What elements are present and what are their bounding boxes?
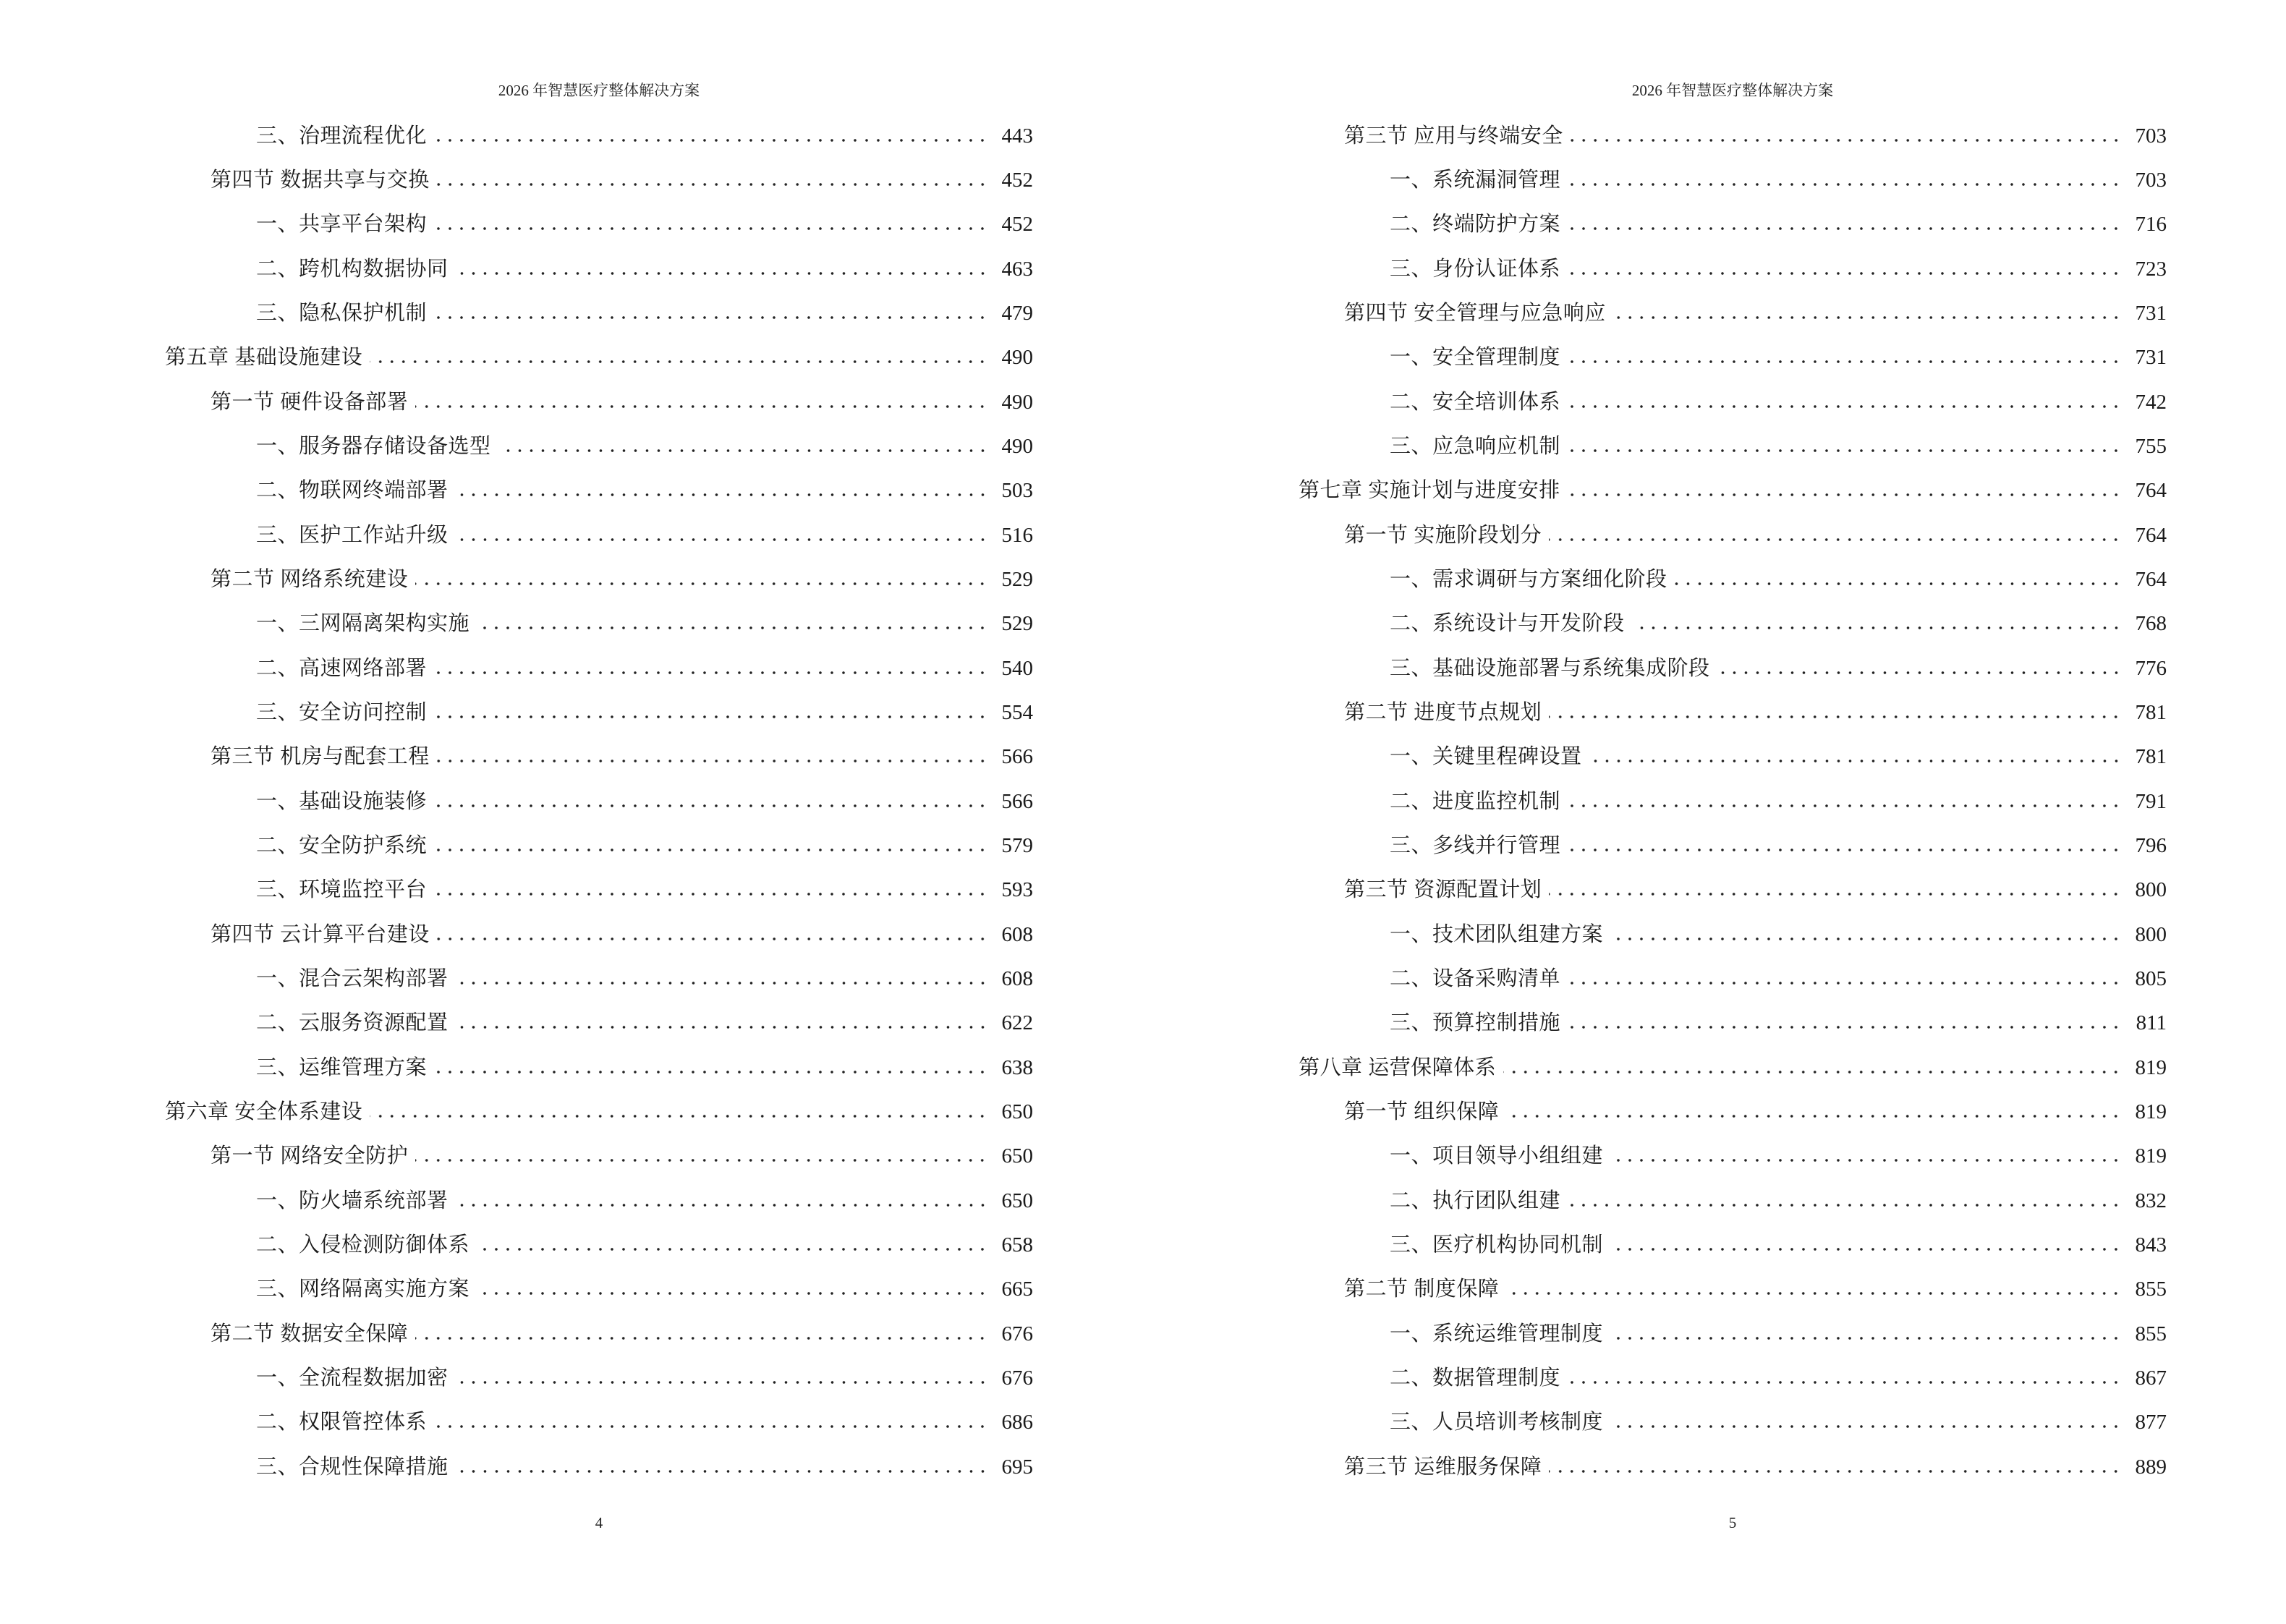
toc-entry-title: 第二节 制度保障 (1344, 1277, 1500, 1301)
toc-entry-title: 第五章 基础设施建设 (165, 346, 363, 370)
toc-entry-page-number: 593 (1001, 878, 1033, 902)
toc-entry-page-number: 832 (2135, 1189, 2167, 1212)
dot-leader (1568, 448, 2122, 453)
toc-entry-item[interactable] (165, 114, 1033, 158)
toc-entry-item[interactable] (165, 513, 1033, 557)
toc-entry-title: 第六章 安全体系建设 (165, 1100, 363, 1123)
toc-entry-page-number: 452 (1001, 168, 1033, 192)
dot-leader (1613, 315, 2122, 320)
toc-entry-title: 二、进度监控机制 (1390, 789, 1561, 813)
toc-entry-page-number: 764 (2135, 567, 2167, 591)
toc-entry-title: 二、云服务资源配置 (256, 1011, 449, 1035)
toc-entry-title: 第一节 组织保障 (1344, 1100, 1500, 1123)
dot-leader (1506, 1291, 2122, 1296)
toc-entry-page-number: 819 (2135, 1100, 2167, 1123)
toc-entry-title: 二、设备采购清单 (1390, 966, 1561, 990)
toc-entry-page-number: 723 (2135, 257, 2167, 281)
toc-entry-page-number: 540 (1001, 656, 1033, 680)
toc-entry-page-number: 755 (2135, 434, 2167, 458)
toc-entry-title: 第三节 资源配置计划 (1344, 878, 1542, 902)
toc-entry-item[interactable] (165, 291, 1033, 335)
dot-leader (1549, 715, 2122, 719)
toc-entry-title: 二、安全防护系统 (256, 833, 428, 857)
dot-leader (1503, 1070, 2122, 1074)
toc-entry-page-number: 877 (2135, 1411, 2167, 1434)
toc-entry-page-number: 608 (1001, 922, 1033, 946)
dot-leader (1549, 537, 2122, 542)
dot-leader (434, 804, 988, 808)
toc-entry-page-number: 742 (2135, 390, 2167, 414)
toc-entry-title: 三、安全访问控制 (256, 700, 428, 724)
toc-entry-title: 二、安全培训体系 (1390, 390, 1561, 414)
table-of-contents (165, 114, 1033, 1489)
toc-entry-title: 二、执行团队组建 (1390, 1189, 1561, 1212)
toc-entry-item[interactable] (165, 690, 1033, 734)
toc-entry-page-number: 776 (2135, 656, 2167, 680)
toc-entry-title: 一、混合云架构部署 (256, 966, 449, 990)
toc-entry-item[interactable] (165, 1356, 1033, 1400)
toc-entry-item[interactable] (1299, 823, 2167, 867)
toc-entry-title: 一、需求调研与方案细化阶段 (1390, 567, 1667, 591)
toc-entry-page-number: 658 (1001, 1233, 1033, 1257)
toc-entry-title: 一、共享平台架构 (256, 213, 428, 237)
toc-entry-page-number: 764 (2135, 523, 2167, 547)
toc-entry-title: 一、全流程数据加密 (256, 1366, 449, 1390)
dot-leader (1610, 1247, 2122, 1251)
toc-entry-page-number: 579 (1001, 833, 1033, 857)
toc-entry-title: 一、系统运维管理制度 (1390, 1322, 1604, 1345)
toc-entry-title: 二、入侵检测防御体系 (256, 1233, 470, 1257)
toc-entry-section[interactable] (1299, 690, 2167, 734)
dot-leader (434, 1070, 988, 1074)
dot-leader (434, 138, 988, 143)
toc-entry-section[interactable] (1299, 1445, 2167, 1489)
dot-leader (437, 182, 988, 187)
toc-entry-item[interactable] (1299, 1001, 2167, 1045)
toc-entry-item[interactable] (165, 868, 1033, 912)
dot-leader (1568, 848, 2122, 852)
toc-entry-page-number: 529 (1001, 612, 1033, 636)
toc-entry-item[interactable] (165, 1001, 1033, 1045)
dot-leader (1610, 1158, 2122, 1162)
right-page (1299, 0, 2167, 1624)
toc-entry-page-number: 529 (1001, 567, 1033, 591)
dot-leader (1549, 1469, 2122, 1474)
toc-entry-page-number: 622 (1001, 1011, 1033, 1035)
dot-leader (434, 1424, 988, 1429)
dot-leader (1632, 626, 2122, 630)
toc-entry-page-number: 503 (1001, 479, 1033, 503)
toc-entry-title: 三、医护工作站升级 (256, 523, 449, 547)
toc-entry-item[interactable] (165, 1267, 1033, 1311)
toc-entry-page-number: 703 (2135, 124, 2167, 148)
toc-entry-page-number: 665 (1001, 1277, 1033, 1301)
toc-entry-item[interactable] (165, 646, 1033, 690)
dot-leader (1568, 981, 2122, 985)
toc-entry-item[interactable] (165, 1400, 1033, 1445)
toc-entry-page-number: 490 (1001, 346, 1033, 370)
toc-entry-section[interactable] (1299, 1089, 2167, 1134)
dot-leader (456, 1469, 988, 1474)
toc-entry-page-number: 443 (1001, 124, 1033, 148)
dot-leader (415, 1336, 988, 1340)
toc-entry-item[interactable] (1299, 602, 2167, 646)
dot-leader (1568, 182, 2122, 187)
toc-entry-section[interactable] (165, 158, 1033, 202)
toc-entry-page-number: 650 (1001, 1144, 1033, 1168)
toc-entry-item[interactable] (1299, 1400, 2167, 1445)
dot-leader (434, 226, 988, 231)
dot-leader (1610, 937, 2122, 941)
toc-entry-item[interactable] (165, 956, 1033, 1000)
dot-leader (1568, 493, 2122, 497)
toc-entry-title: 一、技术团队组建方案 (1390, 922, 1604, 946)
dot-leader (1675, 582, 2122, 586)
toc-entry-section[interactable] (165, 380, 1033, 424)
dot-leader (437, 759, 988, 763)
toc-entry-page-number: 843 (2135, 1233, 2167, 1257)
toc-entry-title: 三、网络隔离实施方案 (256, 1277, 470, 1301)
toc-entry-title: 二、物联网终端部署 (256, 479, 449, 503)
toc-entry-item[interactable] (165, 469, 1033, 513)
page-number: 4 (595, 1514, 603, 1531)
toc-entry-section[interactable] (1299, 114, 2167, 158)
dot-leader (1589, 759, 2122, 763)
toc-entry-item[interactable] (1299, 1311, 2167, 1356)
toc-entry-title: 第七章 实施计划与进度安排 (1299, 479, 1560, 503)
dot-leader (415, 1158, 988, 1162)
toc-entry-title: 第四节 云计算平台建设 (211, 922, 430, 946)
toc-entry-page-number: 731 (2135, 346, 2167, 370)
toc-entry-item[interactable] (1299, 646, 2167, 690)
toc-entry-page-number: 781 (2135, 745, 2167, 769)
toc-entry-item[interactable] (165, 823, 1033, 867)
toc-entry-page-number: 695 (1001, 1455, 1033, 1479)
toc-entry-section[interactable] (165, 1311, 1033, 1356)
toc-entry-title: 三、身份认证体系 (1390, 257, 1561, 281)
dot-leader (370, 1114, 988, 1118)
toc-entry-chapter[interactable] (165, 336, 1033, 380)
dot-leader (1568, 1380, 2122, 1385)
dot-leader (434, 848, 988, 852)
dot-leader (1568, 360, 2122, 364)
toc-entry-page-number: 676 (1001, 1366, 1033, 1390)
toc-entry-page-number: 608 (1001, 966, 1033, 990)
toc-entry-page-number: 650 (1001, 1189, 1033, 1212)
dot-leader (456, 981, 988, 985)
dot-leader (456, 271, 988, 276)
dot-leader (434, 715, 988, 719)
toc-entry-page-number: 479 (1001, 301, 1033, 325)
toc-entry-page-number: 731 (2135, 301, 2167, 325)
toc-entry-page-number: 791 (2135, 789, 2167, 813)
dot-leader (415, 404, 988, 409)
toc-entry-title: 一、关键里程碑设置 (1390, 745, 1582, 769)
toc-entry-item[interactable] (165, 602, 1033, 646)
toc-entry-page-number: 566 (1001, 745, 1033, 769)
toc-entry-section[interactable] (165, 557, 1033, 601)
toc-entry-item[interactable] (1299, 1178, 2167, 1223)
dot-leader (1568, 271, 2122, 276)
toc-entry-item[interactable] (1299, 1134, 2167, 1178)
toc-entry-title: 第二节 数据安全保障 (211, 1322, 409, 1345)
dot-leader (434, 671, 988, 675)
toc-entry-page-number: 716 (2135, 213, 2167, 237)
toc-entry-title: 三、医疗机构协同机制 (1390, 1233, 1604, 1257)
toc-entry-item[interactable] (1299, 557, 2167, 601)
toc-entry-item[interactable] (165, 779, 1033, 823)
toc-entry-title: 三、预算控制措施 (1390, 1011, 1561, 1035)
toc-entry-title: 第四节 安全管理与应急响应 (1344, 301, 1606, 325)
toc-entry-title: 三、人员培训考核制度 (1390, 1411, 1604, 1434)
toc-entry-title: 第八章 运营保障体系 (1299, 1055, 1497, 1079)
toc-entry-title: 三、治理流程优化 (256, 124, 428, 148)
dot-leader (434, 315, 988, 320)
toc-entry-page-number: 800 (2135, 922, 2167, 946)
dot-leader (1717, 671, 2122, 675)
toc-entry-page-number: 768 (2135, 612, 2167, 636)
toc-entry-page-number: 800 (2135, 878, 2167, 902)
dot-leader (370, 360, 988, 364)
toc-entry-title: 三、环境监控平台 (256, 878, 428, 902)
toc-entry-page-number: 566 (1001, 789, 1033, 813)
dot-leader (477, 626, 988, 630)
toc-entry-title: 第一节 实施阶段划分 (1344, 523, 1542, 547)
toc-entry-page-number: 819 (2135, 1055, 2167, 1079)
dot-leader (477, 1247, 988, 1251)
dot-leader (456, 1380, 988, 1385)
dot-leader (434, 892, 988, 896)
dot-leader (1568, 1025, 2122, 1029)
toc-entry-item[interactable] (1299, 1356, 2167, 1400)
toc-entry-title: 一、系统漏洞管理 (1390, 168, 1561, 192)
dot-leader (1549, 892, 2122, 896)
toc-entry-title: 三、应急响应机制 (1390, 434, 1561, 458)
dot-leader (415, 582, 988, 586)
toc-entry-page-number: 463 (1001, 257, 1033, 281)
toc-entry-page-number: 554 (1001, 700, 1033, 724)
toc-entry-item[interactable] (1299, 203, 2167, 247)
toc-entry-title: 二、数据管理制度 (1390, 1366, 1561, 1390)
dot-leader (1506, 1114, 2122, 1118)
toc-entry-title: 第三节 机房与配套工程 (211, 745, 430, 769)
dot-leader (1568, 226, 2122, 231)
toc-entry-page-number: 452 (1001, 213, 1033, 237)
toc-entry-item[interactable] (1299, 735, 2167, 779)
toc-entry-item[interactable] (165, 1445, 1033, 1489)
toc-entry-page-number: 764 (2135, 479, 2167, 503)
running-header: 2026 年智慧医疗整体解决方案 (498, 82, 700, 99)
toc-entry-title: 二、跨机构数据协同 (256, 257, 449, 281)
toc-entry-title: 第一节 网络安全防护 (211, 1144, 409, 1168)
toc-entry-item[interactable] (1299, 956, 2167, 1000)
dot-leader (498, 448, 988, 453)
left-page (165, 0, 1033, 1624)
dot-leader (437, 937, 988, 941)
toc-entry-title: 第二节 进度节点规划 (1344, 700, 1542, 724)
toc-entry-title: 二、权限管控体系 (256, 1411, 428, 1434)
toc-entry-page-number: 676 (1001, 1322, 1033, 1345)
toc-entry-chapter[interactable] (165, 1089, 1033, 1134)
table-of-contents (1299, 114, 2167, 1489)
toc-entry-page-number: 867 (2135, 1366, 2167, 1390)
toc-entry-item[interactable] (165, 1178, 1033, 1223)
toc-entry-section[interactable] (1299, 868, 2167, 912)
dot-leader (1610, 1424, 2122, 1429)
toc-entry-chapter[interactable] (1299, 469, 2167, 513)
toc-entry-page-number: 686 (1001, 1411, 1033, 1434)
dot-leader (1568, 404, 2122, 409)
toc-entry-page-number: 796 (2135, 833, 2167, 857)
toc-entry-title: 一、服务器存储设备选型 (256, 434, 491, 458)
toc-entry-title: 三、多线并行管理 (1390, 833, 1561, 857)
toc-entry-title: 一、基础设施装修 (256, 789, 428, 813)
toc-entry-page-number: 855 (2135, 1322, 2167, 1345)
page-number: 5 (1728, 1514, 1737, 1531)
dot-leader (1610, 1336, 2122, 1340)
toc-entry-item[interactable] (1299, 247, 2167, 291)
toc-entry-title: 一、项目领导小组组建 (1390, 1144, 1604, 1168)
toc-entry-item[interactable] (165, 424, 1033, 468)
toc-entry-title: 一、防火墙系统部署 (256, 1189, 449, 1212)
toc-entry-page-number: 490 (1001, 434, 1033, 458)
toc-entry-title: 第三节 运维服务保障 (1344, 1455, 1542, 1479)
dot-leader (1568, 1203, 2122, 1207)
toc-entry-page-number: 819 (2135, 1144, 2167, 1168)
toc-entry-page-number: 805 (2135, 966, 2167, 990)
toc-entry-chapter[interactable] (1299, 1045, 2167, 1089)
toc-entry-title: 第三节 应用与终端安全 (1344, 124, 1563, 148)
toc-entry-item[interactable] (165, 247, 1033, 291)
toc-entry-section[interactable] (165, 912, 1033, 956)
toc-entry-title: 三、运维管理方案 (256, 1055, 428, 1079)
toc-entry-page-number: 703 (2135, 168, 2167, 192)
toc-entry-title: 二、高速网络部署 (256, 656, 428, 680)
dot-leader (477, 1291, 988, 1296)
dot-leader (456, 1025, 988, 1029)
dot-leader (1568, 804, 2122, 808)
toc-entry-title: 第一节 硬件设备部署 (211, 390, 409, 414)
toc-entry-item[interactable] (165, 1223, 1033, 1267)
toc-entry-item[interactable] (1299, 779, 2167, 823)
toc-entry-page-number: 638 (1001, 1055, 1033, 1079)
toc-entry-item[interactable] (1299, 1223, 2167, 1267)
toc-entry-page-number: 889 (2135, 1455, 2167, 1479)
toc-entry-section[interactable] (165, 735, 1033, 779)
toc-entry-item[interactable] (1299, 158, 2167, 202)
running-header: 2026 年智慧医疗整体解决方案 (1631, 82, 1834, 99)
toc-entry-section[interactable] (165, 1134, 1033, 1178)
toc-entry-page-number: 490 (1001, 390, 1033, 414)
dot-leader (456, 493, 988, 497)
toc-entry-page-number: 811 (2136, 1011, 2167, 1035)
toc-entry-title: 第四节 数据共享与交换 (211, 168, 430, 192)
toc-entry-page-number: 781 (2135, 700, 2167, 724)
toc-entry-title: 三、隐私保护机制 (256, 301, 428, 325)
toc-entry-title: 第二节 网络系统建设 (211, 567, 409, 591)
dot-leader (456, 1203, 988, 1207)
dot-leader (1571, 138, 2122, 143)
toc-entry-item[interactable] (1299, 424, 2167, 468)
toc-entry-section[interactable] (1299, 1267, 2167, 1311)
toc-entry-item[interactable] (1299, 336, 2167, 380)
toc-entry-item[interactable] (1299, 912, 2167, 956)
dot-leader (456, 537, 988, 542)
toc-entry-page-number: 650 (1001, 1100, 1033, 1123)
toc-entry-item[interactable] (1299, 380, 2167, 424)
toc-entry-title: 三、合规性保障措施 (256, 1455, 449, 1479)
toc-entry-item[interactable] (165, 1045, 1033, 1089)
toc-entry-title: 二、系统设计与开发阶段 (1390, 612, 1625, 636)
toc-entry-item[interactable] (165, 203, 1033, 247)
toc-entry-page-number: 516 (1001, 523, 1033, 547)
toc-entry-section[interactable] (1299, 291, 2167, 335)
toc-entry-title: 一、安全管理制度 (1390, 346, 1561, 370)
toc-entry-title: 三、基础设施部署与系统集成阶段 (1390, 656, 1710, 680)
toc-entry-title: 二、终端防护方案 (1390, 213, 1561, 237)
toc-entry-title: 一、三网隔离架构实施 (256, 612, 470, 636)
toc-entry-section[interactable] (1299, 513, 2167, 557)
toc-entry-page-number: 855 (2135, 1277, 2167, 1301)
